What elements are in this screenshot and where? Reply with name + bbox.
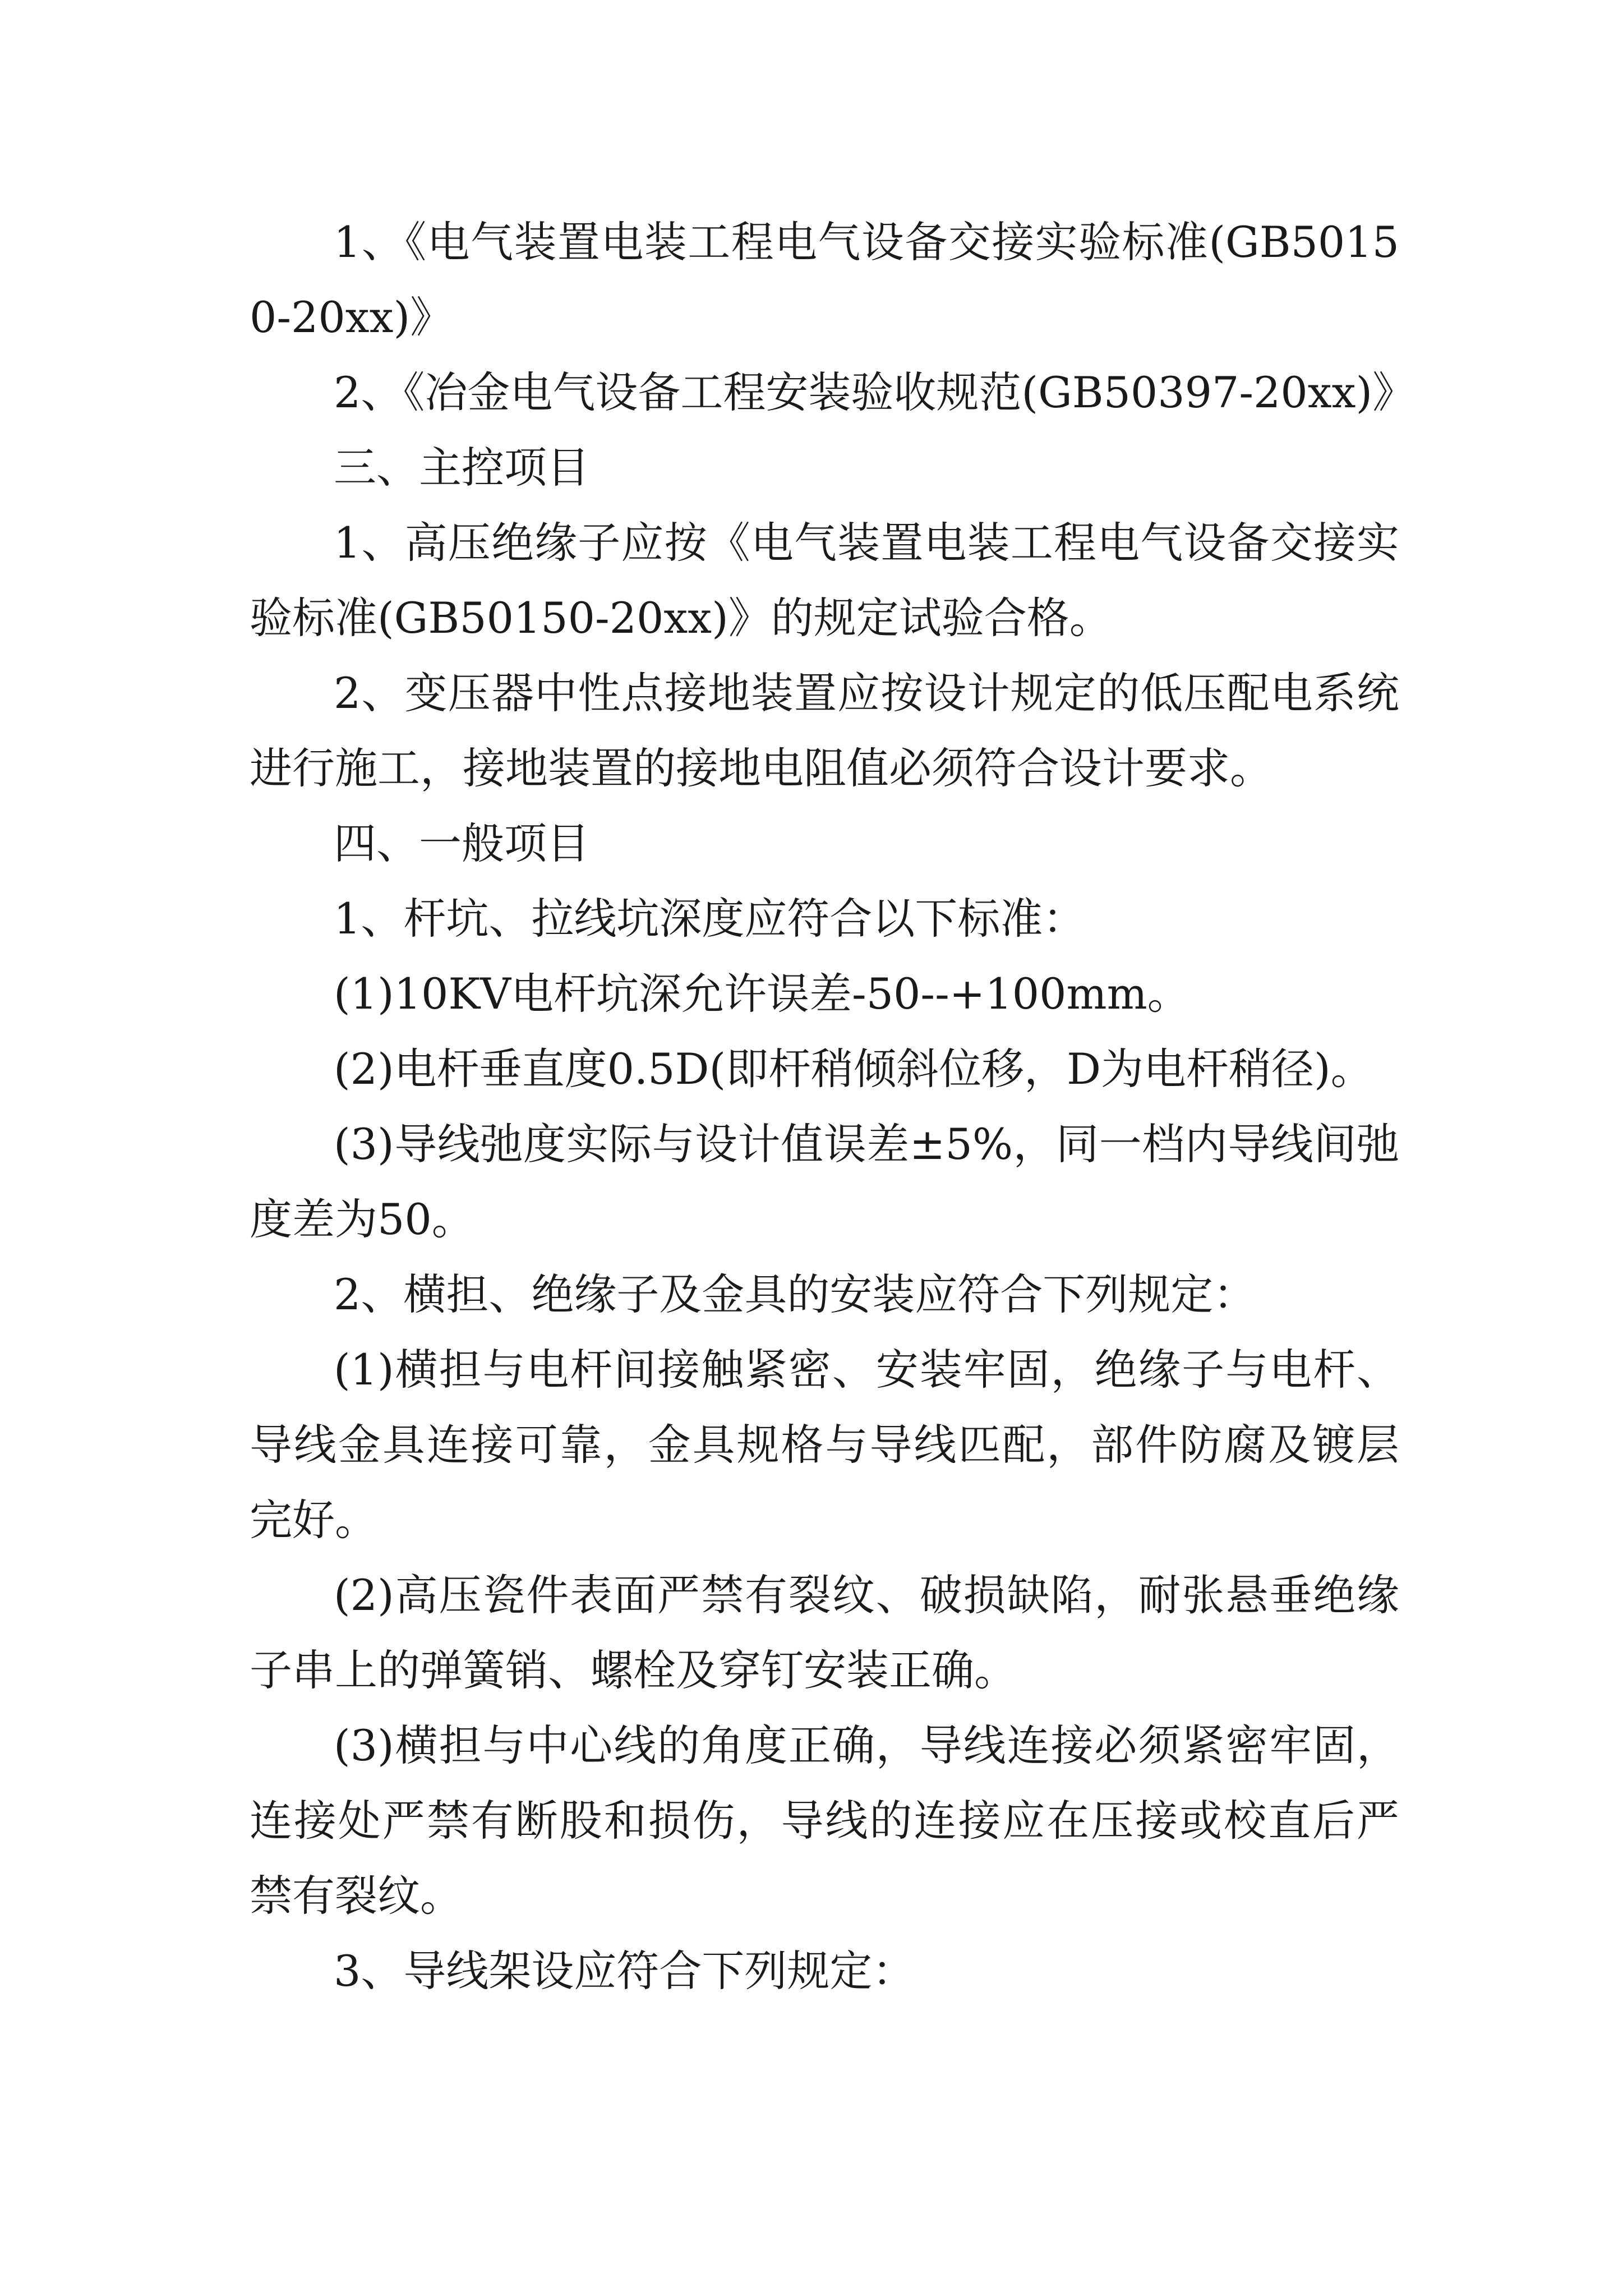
paragraph-pole-verticality: (2)电杆垂直度0.5D(即杆稍倾斜位移，D为电杆稍径)。 (334, 1044, 1373, 1094)
document-body (250, 205, 1415, 2009)
heading-general-items: 四、一般项目 (334, 818, 589, 868)
paragraph-transformer-grounding: 2、变压器中性点接地装置应按设计规定的低压配电系统进行施工，接地装置的接地电阻值必须符合设计要求。 (250, 668, 1399, 793)
paragraph-pit-depth-tolerance: (1)10KV电杆坑深允许误差-50--+100mm。 (334, 969, 1190, 1019)
paragraph-crossarm-angle: (3)横担与中心线的角度正确，导线连接必须紧密牢固，连接处严禁有断股和损伤，导线的连接应在压接或校直后严禁有裂纹。 (250, 1720, 1399, 1921)
heading-main-control-items: 三、主控项目 (334, 443, 589, 493)
paragraph-wire-erection: 3、导线架设应符合下列规定： (334, 1946, 915, 1996)
paragraph-pit-depth: 1、杆坑、拉线坑深度应符合以下标准： (334, 894, 1086, 944)
paragraph-crossarm-installation: (1)横担与电杆间接触紧密、安装牢固，绝缘子与电杆、导线金具连接可靠，金具规格与导线匹配，部件防腐及镀层完好。 (250, 1345, 1399, 1545)
paragraph-wire-sag: (3)导线弛度实际与设计值误差±5%，同一档内导线间弛度差为50。 (250, 1119, 1399, 1244)
paragraph-standard-gb50150: 1、《电气装置电装工程电气设备交接实验标准(GB50150-20xx)》 (250, 217, 1399, 342)
paragraph-insulator-test: 1、高压绝缘子应按《电气装置电装工程电气设备交接实验标准(GB50150-20xx)》的规定试验合格。 (250, 518, 1399, 643)
paragraph-standard-gb50397: 2、《冶金电气设备工程安装验收规范(GB50397-20xx)》 (334, 367, 1415, 417)
paragraph-crossarm-rules: 2、横担、绝缘子及金具的安装应符合下列规定： (334, 1269, 1256, 1319)
paragraph-porcelain-surface: (2)高压瓷件表面严禁有裂纹、破损缺陷，耐张悬垂绝缘子串上的弹簧销、螺栓及穿钉安装正确。 (250, 1570, 1399, 1695)
